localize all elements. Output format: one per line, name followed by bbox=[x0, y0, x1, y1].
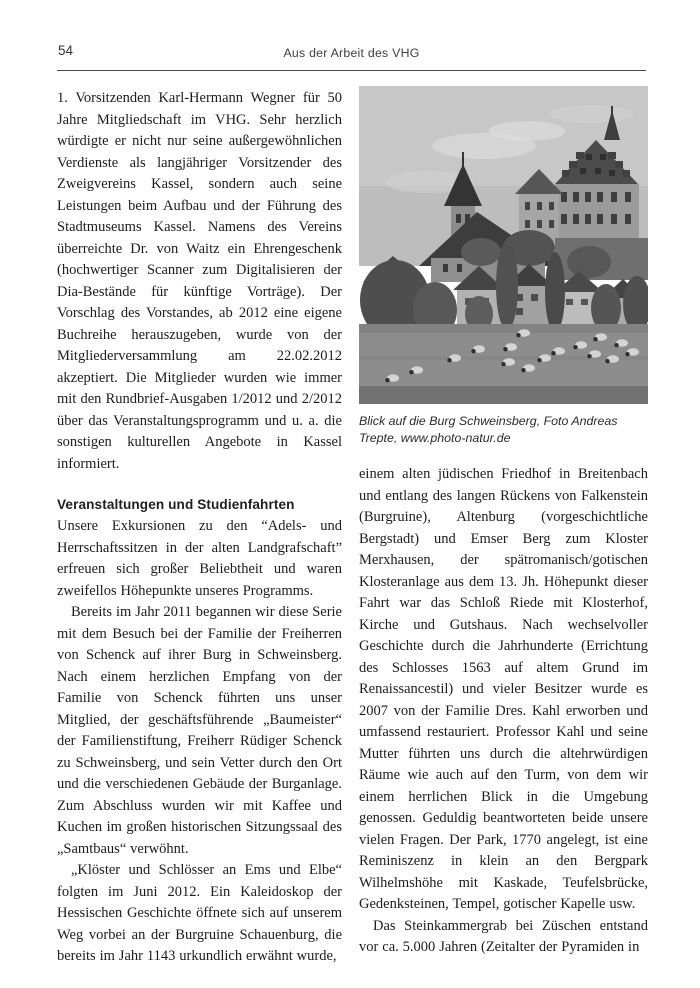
paragraph: einem alten jüdischen Friedhof in Breitenbach und entlang des langen Rückens von Falkenstein (Burgruine), Altenburg (vorgeschichtliche Bergstadt) und Emser Berg zum Kloster Merxhausen, der spätromanisch/gotischen Klosteranlage aus dem 13. Jh. Höhepunkt dieser Fahrt war das Schloß Riede mit Klosterhof, Kirche und Gutshaus. Nach wechselvoller Geschichte durch die Jahrhunderte (Errichtung des Schlosses 1563 auf altem Grund im Renaissancestil) und vieler Besitzer wurde es 2007 von der Familie Dres. Kahl erworben und umfassend restauriert. Professor Kahl und seine Mutter führten uns durch die altehrwürdigen Räume wie auch auf den Turm, von dem wir einem herrlichen Blick in die Umgebung genossen. Geduldig beantworteten beide unsere vielen Fragen. Der Park, 1770 angelegt, ist eine Reminiszenz in klein an den Bergpark Wilhelmshöhe mit Kaskade, Teufelsbrücke, Gedenksteinen, Tempel, gotischer Kapelle usw. bbox=[359, 466, 648, 912]
page-number: 54 bbox=[58, 43, 74, 58]
photo-caption: Blick auf die Burg Schweinsberg, Foto Andreas Trepte, www.photo-natur.de bbox=[359, 414, 618, 445]
paragraph: Das Steinkammergrab bei Züschen entstand vor ca. 5.000 Jahren (Zeitalter der Pyramiden in bbox=[359, 917, 648, 955]
right-column bbox=[359, 86, 648, 959]
paragraph: „Klöster und Schlösser an Ems und Elbe“ folgten im Juni 2012. Ein Kaleidoskop der Hessischen Geschichte öffnete sich auf unserem Weg vorbei an der Burgruine Schauenburg, die bereits im Jahr 1143 urkundlich erwähnt wurde, bbox=[57, 862, 342, 964]
section-heading: Veranstaltungen und Studienfahrten bbox=[57, 497, 295, 512]
paragraph: 1. Vorsitzenden Karl-Hermann Wegner für 50 Jahre Mitgliedschaft im VHG. Sehr herzlich würdigte er nicht nur seine außergewöhnlichen Verdienste als langjähriger Vorsitzender des Zweigvereins Kassel, sondern auch seine Leistungen beim Aufbau und der Führung des Stadtmuseums Kassel. Namens des Vereins überreichte Dr. von Waitz ein Ehrengeschenk (hochwertiger Scanner zum Digitalisieren der Dia-Bestände für künftige Vorträge). Der Vorschlag des Vorstandes, ab 2012 eine eigene Buchreihe herauszugeben, wurde von der Mitgliederversammlung am 22.02.2012 akzeptiert. Die Mitglieder wurden wie immer mit den Rundbrief-Ausgaben 1/2012 und 2/2012 über das Veranstaltungsprogramm und u. a. die sonstigen kulturellen Angebote in Kassel informiert. bbox=[57, 90, 342, 472]
left-column bbox=[57, 88, 342, 968]
article-photo bbox=[359, 86, 648, 404]
paragraph: Unsere Exkursionen zu den “Adels- und Herrschaftssitzen in der alten Landgrafschaft” erfreuen sich großer Beliebtheit und waren zweifellos Höhepunkte unseres Programms. bbox=[57, 518, 342, 599]
burg-schweinsberg-photo-illustration bbox=[359, 86, 648, 404]
page-header bbox=[57, 41, 646, 71]
paragraph: Bereits im Jahr 2011 begannen wir diese Serie mit dem Besuch bei der Familie der Freiherren von Schenck auf ihrer Burg in Schweinsberg. Nach einem herzlichen Empfang von der Familie von Schenck führten uns unser Mitglied, der geschäftsführende „Baumeister“ der Familienstiftung, Freiherr Rüdiger Schenck zu Schweinsberg, und sein Vetter durch den Ort und die verschiedenen Gebäude der Burganlage. Zum Abschluss wurden wir mit Kaffee und Kuchen im großen historischen Sitzungssaal des „Samtbaus“ verwöhnt. bbox=[57, 604, 342, 857]
running-header-title: Aus der Arbeit des VHG bbox=[283, 46, 420, 60]
